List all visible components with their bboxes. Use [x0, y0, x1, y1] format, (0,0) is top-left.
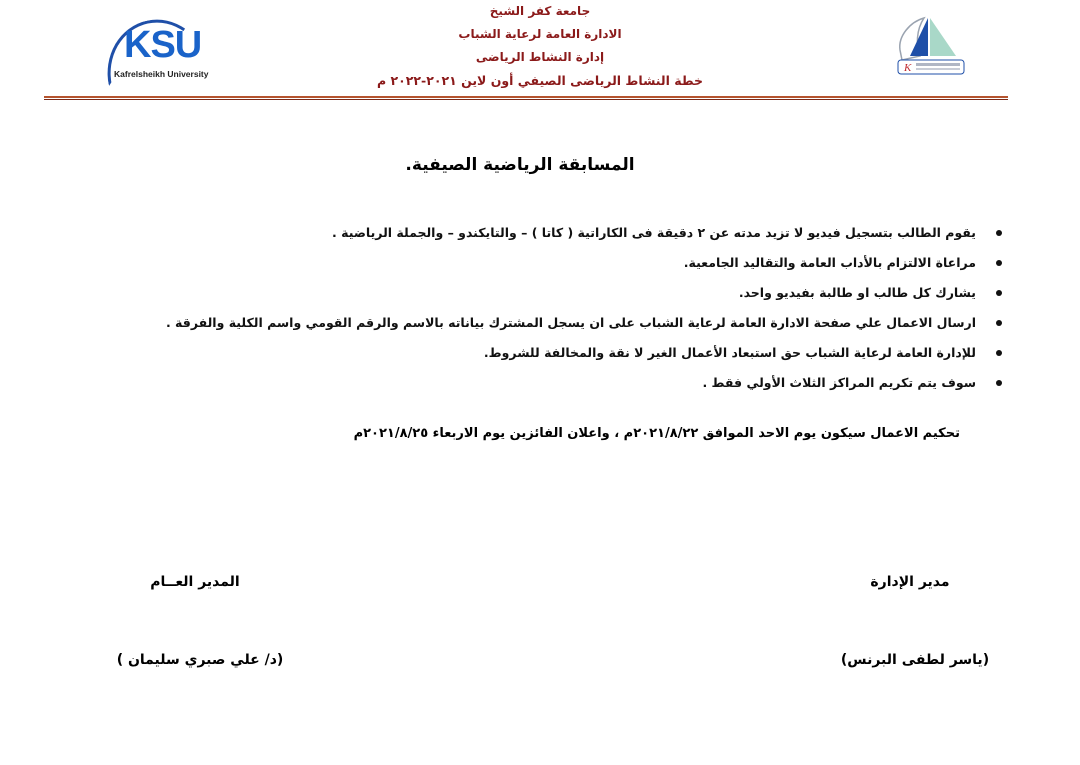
list-item: مراعاة الالتزام بالأداب العامة والتقاليد الجامعية.	[242, 252, 1002, 282]
signature-left-name: (د/ علي صبري سليمان )	[116, 652, 284, 668]
bullet-icon	[996, 380, 1002, 386]
svg-text:K: K	[904, 62, 912, 74]
department-name: إدارة النشاط الرياضى	[475, 50, 605, 64]
list-item: ارسال الاعمال علي صفحة الادارة العامة لرعاية الشباب على ان يسجل المشترك بياناته بالاسم والرقم القومي واسم الكلية والفرقة .	[242, 312, 1002, 342]
signature-right-title: مدير الإدارة	[870, 574, 950, 590]
bullet-icon	[996, 350, 1002, 356]
logo-text: KSU	[124, 24, 202, 66]
logo-subtext: Kafrelsheikh University	[114, 69, 209, 79]
bullet-icon	[996, 260, 1002, 266]
list-item: يقوم الطالب بتسجيل فيديو لا تزيد مدته عن ٢ دقيقة فى الكاراتية ( كاتا ) – والتايكندو – والجملة الرياضية .	[242, 222, 1002, 252]
header-divider	[44, 96, 1008, 102]
ksu-logo-icon	[98, 14, 218, 82]
plan-title: خطة النشاط الرياضى الصيفي أون لاين ٢٠٢١-٢٠٢٢ م	[376, 73, 703, 88]
judging-note: تحكيم الاعمال سيكون يوم الاحد الموافق ٢٠٢١/٨/٢٢م ، واعلان الفائزين يوم الاربعاء ٢٠٢١/٨/٢٥م	[353, 426, 960, 441]
signature-left-title: المدير العــام	[150, 574, 240, 590]
page-title: المسابقة الرياضية الصيفية.	[405, 155, 635, 175]
kafrelsheikh-sail-logo-icon	[890, 16, 970, 78]
university-name: جامعة كفر الشيخ	[489, 4, 591, 18]
list-item: للإدارة العامة لرعاية الشباب حق استبعاد الأعمال الغير لا نقة والمخالفة للشروط.	[242, 342, 1002, 372]
bullet-icon	[996, 230, 1002, 236]
letterhead	[370, 0, 710, 92]
list-item: سوف يتم تكريم المراكز الثلاث الأولي فقط .	[242, 372, 1002, 402]
bullet-icon	[996, 290, 1002, 296]
general-admin-name: الادارة العامة لرعاية الشباب	[458, 27, 622, 41]
list-item: يشارك كل طالب او طالبة بفيديو واحد.	[242, 282, 1002, 312]
signature-right-name: (ياسر لطفى البرنس)	[840, 652, 990, 668]
rules-list	[165, 222, 1002, 402]
bullet-icon	[996, 320, 1002, 326]
